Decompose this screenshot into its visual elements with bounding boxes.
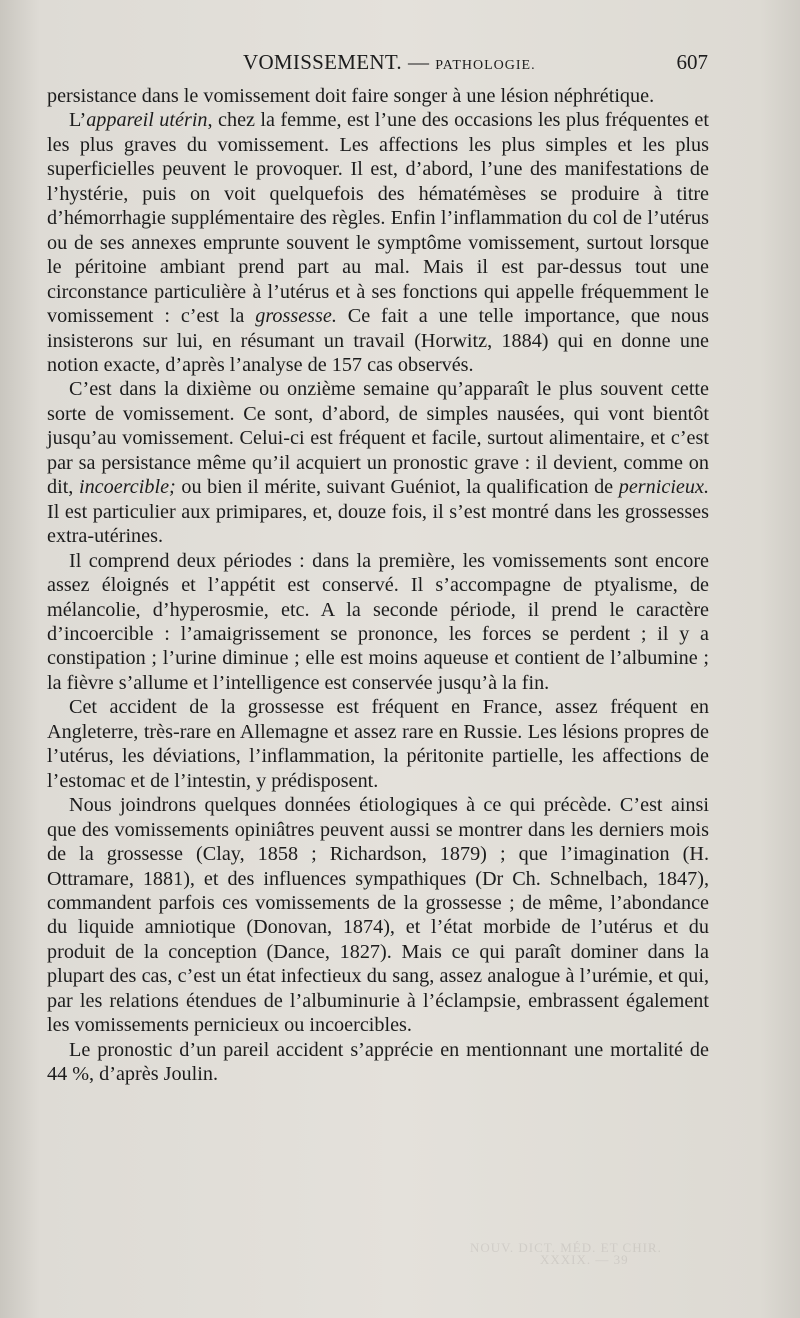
text-run: persistance dans le vomissement doit faire songer à une lésion néphrétique.	[47, 85, 655, 107]
header-subtitle: PATHOLOGIE.	[435, 58, 536, 73]
running-title	[243, 50, 536, 75]
text-run: Ce fait a une telle importance, que nous insisterons sur lui, en résumant un travail (Horwitz, 1884) qui en donne une notion exacte, d’après l’analyse de 157 cas observés.	[47, 305, 709, 376]
paragraph	[47, 793, 709, 1038]
page-number: 607	[676, 50, 708, 74]
italic-term: incoercible;	[78, 476, 176, 499]
italic-term: grossesse.	[255, 305, 337, 328]
show-through-footer-right: XXXIX. — 39	[540, 1252, 629, 1267]
paragraph	[47, 108, 709, 377]
header-dash: —	[407, 50, 430, 74]
text-run: Cet accident de la grossesse est fréquent en France, assez fréquent en Angleterre, très-rare en Allemagne et assez rare en Russie. Les lésions propres de l’utérus, les déviations, l’inflammation, la péritonite partielle, les affections de l’estomac et de l’intestin, y prédisposent.	[47, 696, 709, 792]
text-run: C’est dans la dixième ou onzième semaine qu’apparaît le plus souvent cette sorte de vomissement. Ce sont, d’abord, de simples nausées, qui vont bientôt jusqu’au vomissement. Celui-ci est fréquent et facile, surtout alimentaire, et c’est par sa persistance même qu’il acquiert un pronostic grave : il devient, comme on dit,	[47, 378, 709, 499]
text-run: L’	[69, 109, 87, 132]
body-text	[47, 84, 709, 1087]
paragraph	[47, 377, 709, 548]
italic-term: appareil utérin	[86, 109, 208, 132]
text-run: Nous joindrons quelques données étiologiques à ce qui précède. C’est ainsi que des vomissements opiniâtres peuvent aussi se montrer dans les derniers mois de la grossesse (Clay, 1858 ; Richardson, 1879) ; que l’imagination (H. Ottramare, 1881), et des influences sympathiques (Dr Ch. Schnelbach, 1847), commandent parfois ces vomissements de la grossesse ; de même, l’abondance du liquide amniotique (Donovan, 1874), et l’état morbide de l’utérus et du produit de la conception (Dance, 1827). Mais ce qui paraît dominer dans la plupart des cas, c’est un état infectieux du sang, assez analogue à l’urémie, et qui, par les relations étendues de l’albuminurie à l’éclampsie, embrassent également les vomissements pernicieux ou incoercibles.	[47, 794, 709, 1037]
text-run: Il comprend deux périodes : dans la première, les vomissements sont encore assez éloignés et l’appétit est conservé. Il s’accompagne de ptyalisme, de mélancolie, d’hyperosmie, etc. A la seconde période, il prend le caractère d’incoercible : l’amaigrissement se prononce, les forces se perdent ; il y a constipation ; l’urine diminue ; elle est moins aqueuse et contient de l’albumine ; la fièvre s’allume et l’intelligence est conservée jusqu’à la fin.	[47, 549, 709, 694]
text-run: , chez la femme, est l’une des occasions les plus fréquentes et les plus graves du vomissement. Les affections les plus simples et les plus superficielles peuvent le provoquer. Il est, d’abord, l’une des manifestations de l’hystérie, puis on voit quelquefois des hématémèses se produire à titre d’hémorrhagie supplémentaire des règles. Enfin l’inflammation du col de l’utérus ou de ses annexes emprunte souvent le symptôme vomissement, surtout lorsque le péritoine ambiant prend part au mal. Mais il est par-dessus tout une circonstance particulière à l’utérus et à ses fonctions qui appelle fréquemment le vomissement : c’est la	[47, 109, 710, 328]
show-through-footer-left: NOUV. DICT. MÉD. ET CHIR.	[470, 1240, 662, 1255]
header-title: VOMISSEMENT.	[243, 50, 402, 74]
text-run: Il est particulier aux primipares, et, douze fois, il s’est montré dans les grossesses extra-utérines.	[47, 500, 709, 548]
running-header	[47, 50, 708, 80]
paragraph	[47, 1038, 709, 1087]
paragraph	[47, 549, 709, 696]
text-run: ou bien il mérite, suivant Guéniot, la qualification de	[175, 476, 619, 499]
paragraph	[47, 84, 709, 108]
text-run: Le pronostic d’un pareil accident s’apprécie en mentionnant une mortalité de 44 %, d’après Joulin.	[47, 1038, 709, 1086]
italic-term: pernicieux.	[618, 476, 709, 499]
paragraph	[47, 695, 709, 793]
